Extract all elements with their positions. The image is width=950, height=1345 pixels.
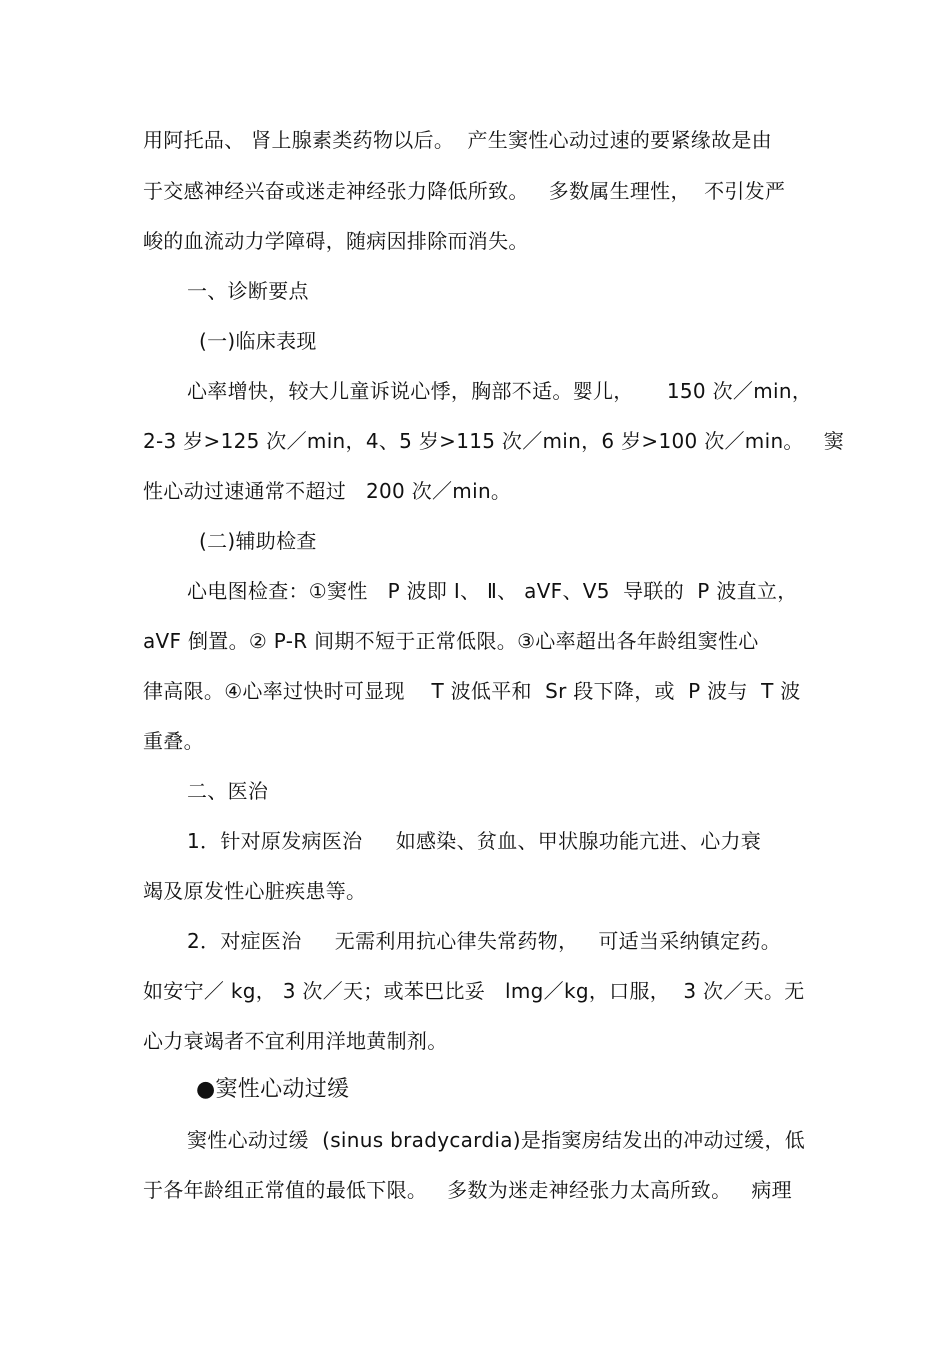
- section-heading: 二、医治: [187, 779, 269, 803]
- text-line: 心力衰竭者不宜利用洋地黄制剂。: [143, 1029, 448, 1053]
- text-line: 于各年龄组正常值的最低下限。 多数为迷走神经张力太高所致。 病理: [143, 1178, 792, 1202]
- bullet-heading: ●窦性心动过缓: [196, 1077, 350, 1102]
- subsection-heading: (二)辅助检查: [199, 529, 317, 553]
- text-line: 1．针对原发病医治 如感染、贫血、甲状腺功能亢进、心力衰: [187, 829, 762, 853]
- text-line: 如安宁／ kg， 3 次／天；或苯巴比妥 lmg／kg，口服， 3 次／天。无: [143, 979, 805, 1003]
- subsection-heading: (一)临床表现: [199, 329, 317, 353]
- text-line: 用阿托品、 肾上腺素类药物以后。 产生窦性心动过速的要紧缘故是由: [143, 128, 772, 152]
- text-line: 2-3 岁>125 次／min，4、5 岁>115 次／min，6 岁>100 次／min。 窦: [143, 429, 844, 453]
- text-line: 峻的血流动力学障碍，随病因排除而消失。: [143, 229, 529, 253]
- text-line: aVF 倒置。② P-R 间期不短于正常低限。③心率超出各年龄组窦性心: [143, 629, 759, 653]
- text-line: 于交感神经兴奋或迷走神经张力降低所致。 多数属生理性， 不引发严: [143, 179, 786, 203]
- text-line: 性心动过速通常不超过 200 次／min。: [143, 479, 512, 503]
- section-heading: 一、诊断要点: [187, 279, 309, 303]
- text-line: 心率增快，较大儿童诉说心悸，胸部不适。婴儿， 150 次／min，: [187, 379, 813, 403]
- text-line: 心电图检查：①窦性 P 波即 Ⅰ、 Ⅱ、 aVF、V5 导联的 P 波直立，: [187, 579, 798, 603]
- text-line: 竭及原发性心脏疾患等。: [143, 879, 367, 903]
- text-line: 2．对症医治 无需利用抗心律失常药物， 可适当采纳镇定药。: [187, 929, 782, 953]
- text-line: 重叠。: [143, 729, 204, 753]
- text-line: 窦性心动过缓 (sinus bradycardia)是指窦房结发出的冲动过缓，低: [187, 1128, 806, 1152]
- text-line: 律高限。④心率过快时可显现 T 波低平和 Sr 段下降，或 P 波与 T 波: [143, 679, 801, 703]
